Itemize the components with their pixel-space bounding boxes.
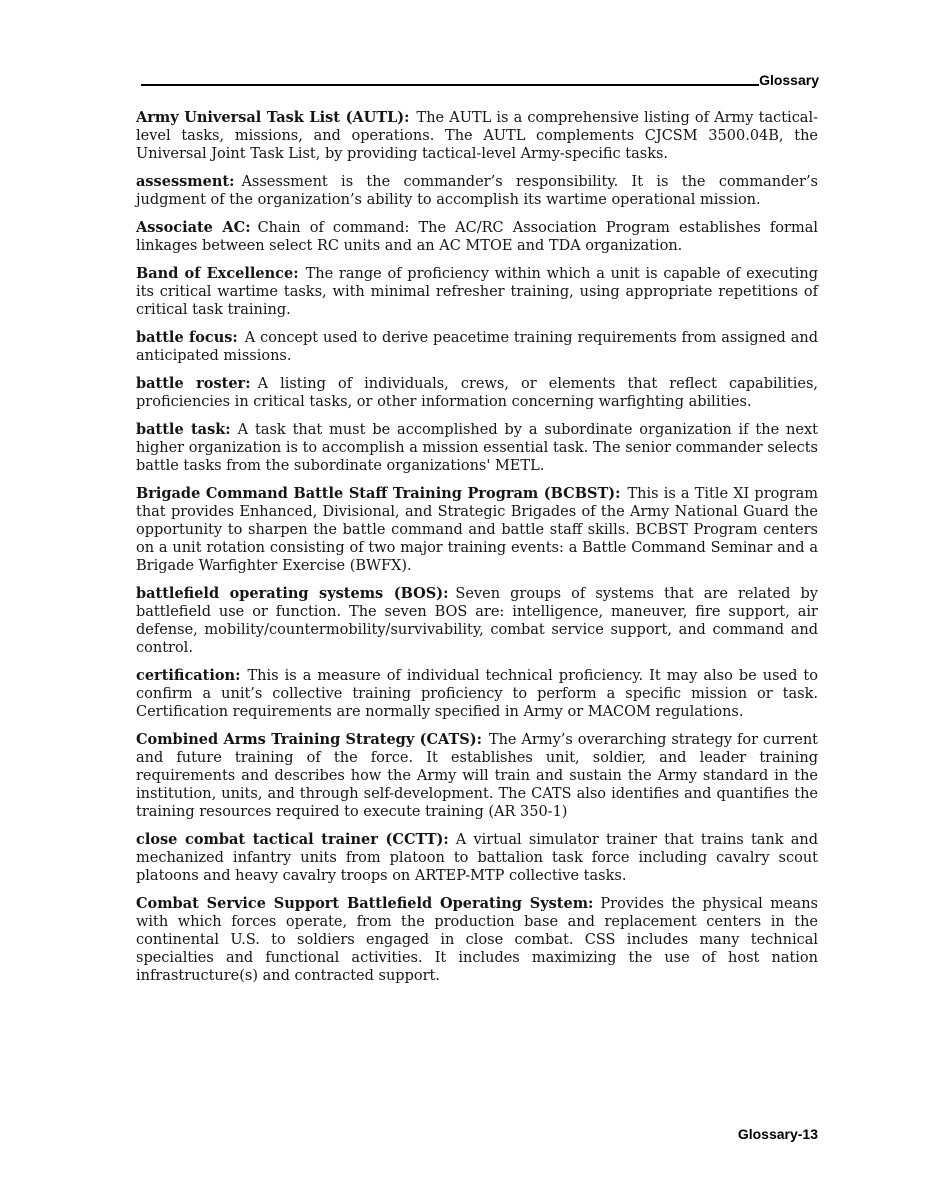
glossary-definition: This is a measure of individual technical proficiency. It may also be used to confirm a unit’s collective training proficiency to perform a specific mission or task. Certification requirements are normally specified in Army or MACOM regulations. [136, 668, 818, 720]
glossary-entry [136, 265, 818, 319]
glossary-term: Associate AC: [136, 219, 251, 236]
glossary-term: Brigade Command Battle Staff Training Program (BCBST): [136, 485, 621, 502]
glossary-term: Combined Arms Training Strategy (CATS): [136, 731, 482, 748]
glossary-entries [136, 109, 818, 995]
header-running-title: Glossary [759, 72, 819, 88]
glossary-definition: Chain of command: The AC/RC Association Program establishes formal linkages between select RC units and an AC MTOE and TDA organization. [136, 220, 818, 254]
glossary-term: battle task: [136, 421, 231, 438]
glossary-entry [136, 421, 818, 475]
glossary-definition: Assessment is the commander’s responsibility. It is the commander’s judgment of the organization’s ability to accomplish its wartime operational mission. [136, 174, 818, 208]
glossary-term: assessment: [136, 173, 235, 190]
glossary-entry [136, 173, 818, 209]
page-number: Glossary-13 [737, 1126, 818, 1142]
glossary-entry [136, 329, 818, 365]
glossary-definition: A virtual simulator trainer that trains tank and mechanized infantry units from platoon to battalion task force including cavalry scout platoons and heavy cavalry troops on ARTEP-MTP collective tasks. [136, 832, 819, 884]
glossary-entry [136, 831, 818, 885]
glossary-entry [136, 895, 818, 985]
glossary-term: Combat Service Support Battlefield Operating System: [136, 895, 594, 912]
glossary-definition: A listing of individuals, crews, or elements that reflect capabilities, proficiencies in critical tasks, or other information concerning warfighting abilities. [136, 376, 818, 410]
page-header [141, 72, 819, 89]
glossary-entry [136, 485, 818, 575]
glossary-term: battlefield operating systems (BOS): [136, 585, 449, 602]
glossary-entry [136, 219, 818, 255]
page-footer [136, 1126, 818, 1142]
header-rule [141, 84, 759, 86]
glossary-term: battle roster: [136, 375, 251, 392]
glossary-definition: A task that must be accomplished by a subordinate organization if the next higher organization is to accomplish a mission essential task. The senior commander selects battle tasks from the subordinate organizations' METL. [136, 422, 818, 474]
glossary-definition: The range of proficiency within which a unit is capable of executing its critical wartime tasks, with minimal refresher training, using appropriate repetitions of critical task training. [136, 266, 818, 318]
glossary-entry [136, 109, 818, 163]
glossary-term: Army Universal Task List (AUTL): [136, 109, 410, 126]
glossary-definition: This is a Title XI program that provides Enhanced, Divisional, and Strategic Brigades of the Army National Guard the opportunity to sharpen the battle command and battle staff skills. BCBST Program centers on a unit rotation consisting of two major training events: a Battle Command Seminar and a Brigade Warfighter Exercise (BWFX). [136, 486, 818, 574]
glossary-term: certification: [136, 667, 241, 684]
glossary-term: close combat tactical trainer (CCTT): [136, 831, 449, 848]
glossary-term: Band of Excellence: [136, 265, 299, 282]
glossary-definition: The AUTL is a comprehensive listing of Army tactical-level tasks, missions, and operations. The AUTL complements CJCSM 3500.04B, the Universal Joint Task List, by providing tactical-level Army-specific tasks. [136, 110, 818, 162]
glossary-entry [136, 375, 818, 411]
glossary-term: battle focus: [136, 329, 238, 346]
glossary-entry [136, 585, 818, 657]
glossary-entry [136, 731, 818, 821]
glossary-entry [136, 667, 818, 721]
glossary-definition: Provides the physical means with which forces operate, from the production base and replacement centers in the continental U.S. to soldiers engaged in close combat. CSS includes many technical specialties and functional activities. It includes maximizing the use of host nation infrastructure(s) and contracted support. [136, 896, 818, 984]
glossary-definition: A concept used to derive peacetime training requirements from assigned and anticipated missions. [136, 330, 818, 364]
glossary-definition: The Army’s overarching strategy for current and future training of the force. It establishes unit, soldier, and leader training requirements and describes how the Army will train and sustain the Army standard in the institution, units, and through self-development. The CATS also identifies and quantifies the training resources required to execute training (AR 350-1) [136, 732, 818, 820]
glossary-definition: Seven groups of systems that are related by battlefield use or function. The seven BOS are: intelligence, maneuver, fire support, air defense, mobility/countermobility/survivability, combat service support, and command and control. [136, 586, 818, 656]
